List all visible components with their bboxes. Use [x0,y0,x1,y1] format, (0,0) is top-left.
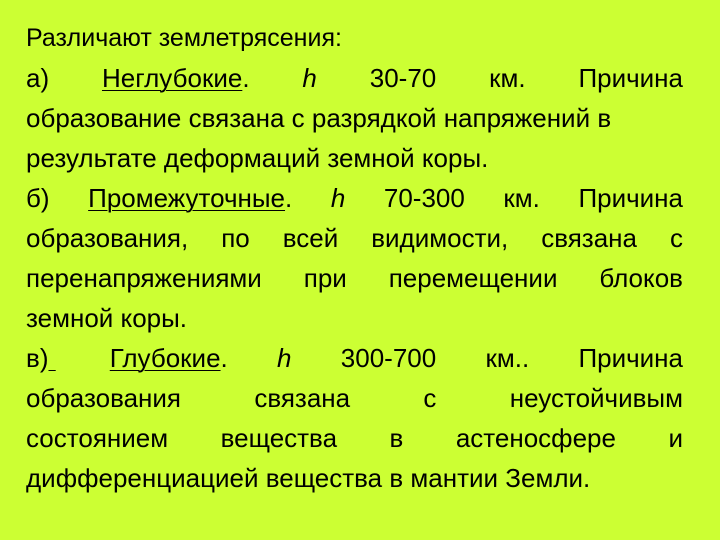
item-a-line3: результате деформаций земной коры. [26,143,489,173]
item-c-marker-group [26,338,60,378]
item-c-dot: . [220,343,228,373]
word: с [423,383,437,413]
word: и [668,423,683,453]
word: астеносфере [455,423,616,453]
item-b-term: Промежуточные [88,183,286,213]
item-b-line2 [26,218,683,258]
word: видимости, [371,223,509,253]
word: в [389,423,404,453]
word: образования [26,383,182,413]
word: связана [541,223,638,253]
item-b-line3 [26,258,683,298]
item-a-term: Неглубокие [101,63,243,93]
item-b-line4: земной коры. [26,303,188,333]
item-a-line2: образование связана с разрядкой напряжений в [26,103,612,133]
item-b-depth-symbol: h [330,183,346,213]
word: перенапряжениями [26,263,262,293]
item-c-depth-range: 300-700 [340,343,437,373]
item-b-cause-word: Причина [578,183,683,213]
word: связана [254,383,351,413]
item-c-depth-symbol: h [277,343,292,373]
item-a-heading [26,58,683,98]
item-c-line2 [26,378,683,418]
item-b-dot: . [285,183,293,213]
slide-text [26,18,683,498]
word: образования, [26,223,189,253]
item-c-underline-gap [48,338,60,378]
word: по [221,223,250,253]
item-a-depth-symbol: h [302,63,317,93]
item-b-heading [26,178,683,218]
item-a-depth-range: 30-70 [369,63,437,93]
word: неустойчивым [509,383,683,413]
item-c-marker: в) [26,343,49,373]
slide-title: Различают землетрясения: [26,24,342,52]
item-b-term-group [88,178,292,218]
item-c-cause-word: Причина [578,343,683,373]
item-c-line4: дифференциацией вещества в мантии Земли. [26,463,591,493]
item-b-depth-unit: км. [503,183,540,213]
word: всей [282,223,339,253]
item-c-heading [26,338,683,378]
word: блоков [599,263,683,293]
item-b-depth-range: 70-300 [383,183,465,213]
word: при [303,263,347,293]
word: вещества [220,423,338,453]
item-a-dot: . [242,63,250,93]
item-a-term-group [102,58,250,98]
item-a-cause-word: Причина [578,63,683,93]
item-c-term: Глубокие [109,343,221,373]
item-c-line3 [26,418,683,458]
item-a-marker: а) [26,63,50,93]
item-b-marker: б) [26,183,50,213]
item-c-term-group [110,338,228,378]
word: с [669,223,683,253]
item-a-depth-unit: км. [489,63,526,93]
word: перемещении [388,263,558,293]
word: состоянием [26,423,169,453]
item-c-depth-unit: км.. [485,343,530,373]
